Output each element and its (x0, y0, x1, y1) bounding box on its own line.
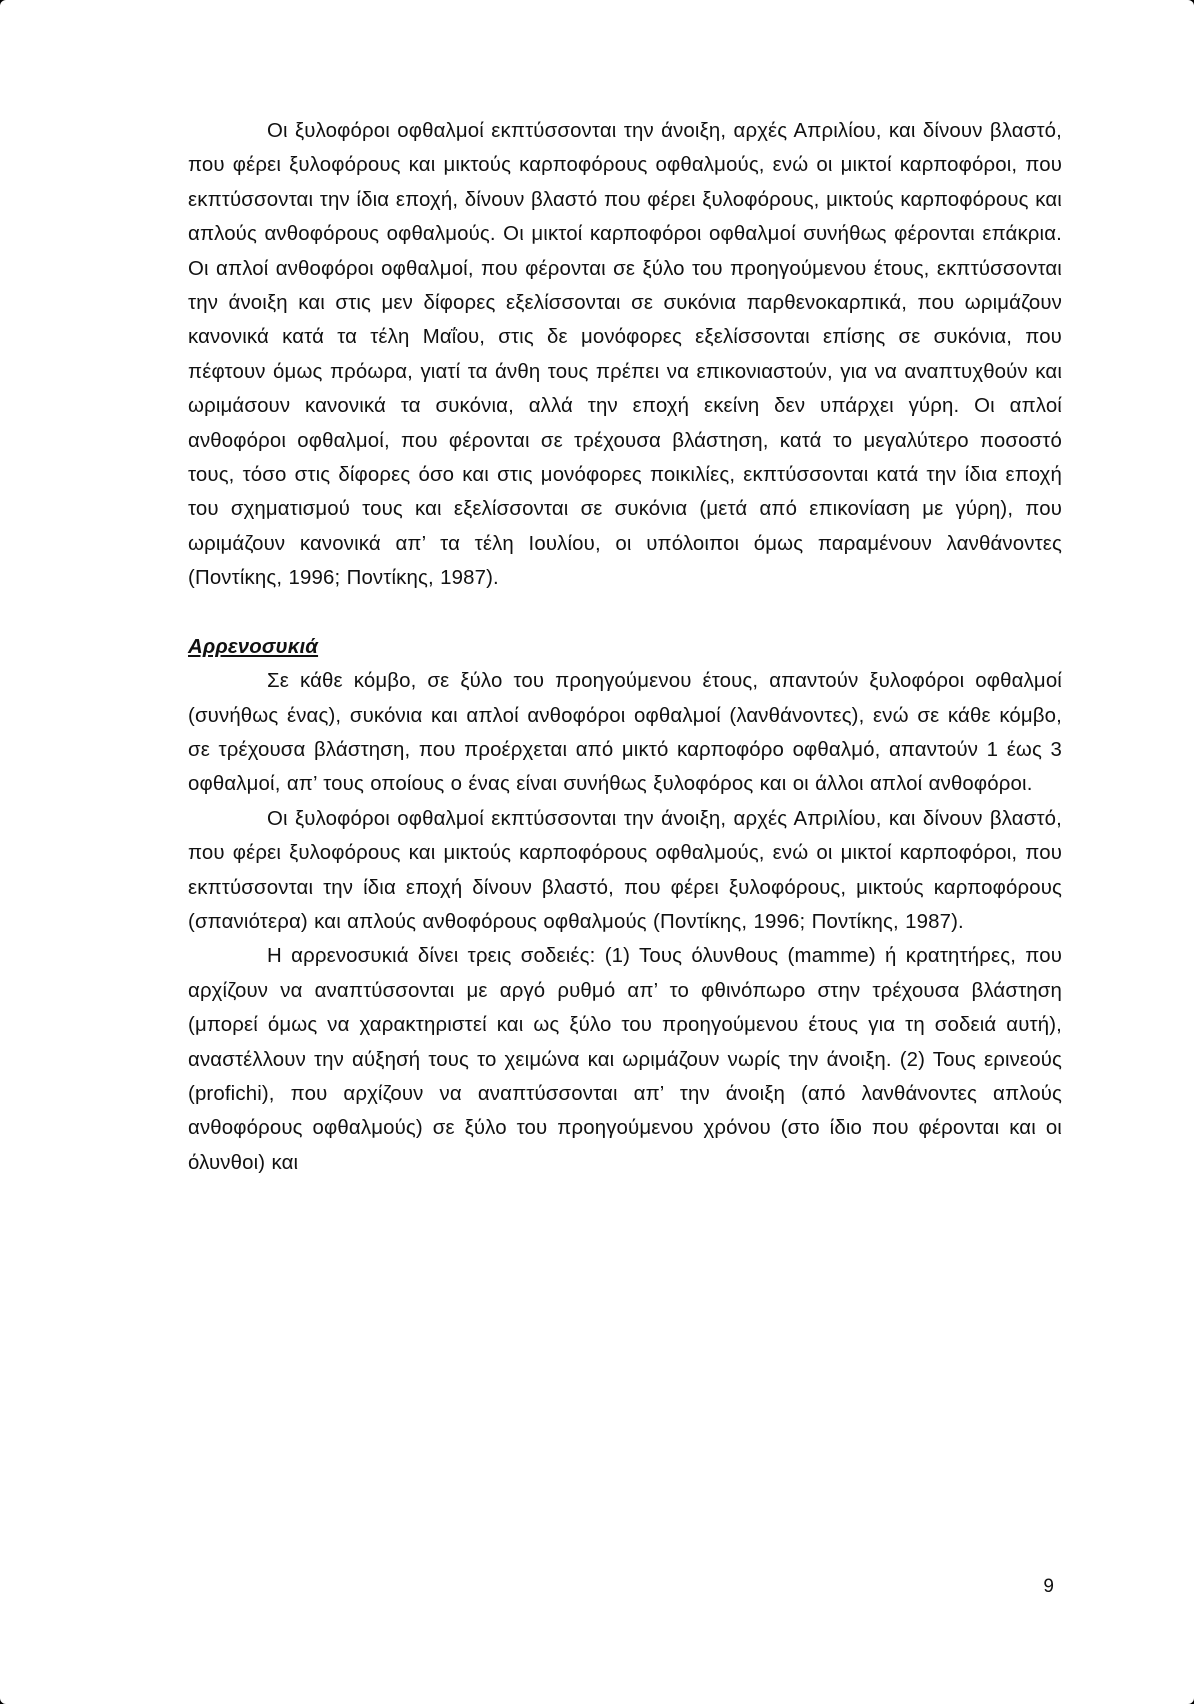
paragraph-4: Η αρρενοσυκιά δίνει τρεις σοδειές: (1) Τους όλυνθους (mamme) ή κρατητήρες, που αρχίζουν να αναπτύσσονται με αργό ρυθμό απ’ το φθινόπωρο στην τρέχουσα βλάστηση (μπορεί όμως να χαρακτηριστεί και ως ξύλο του προηγούμενου έτους για τη σοδειά αυτή), αναστέλλουν την αύξησή τους το χειμώνα και ωριμάζουν νωρίς την άνοιξη. (2) Τους ερινεούς (profichi), που αρχίζουν να αναπτύσσονται απ’ την άνοιξη (από λανθάνοντες απλούς ανθοφόρους οφθαλμούς) σε ξύλο του προηγούμενου χρόνου (στο ίδιο που φέρονται και οι όλυνθοι) και (188, 945, 1062, 1174)
page-number: 9 (1043, 1576, 1054, 1597)
section-heading: Αρρενοσυκιά (188, 635, 319, 658)
paragraph-3: Οι ξυλοφόροι οφθαλμοί εκπτύσσονται την άνοιξη, αρχές Απριλίου, και δίνουν βλαστό, που φέρει ξυλοφόρους και μικτούς καρποφόρους οφθαλμούς, ενώ οι μικτοί καρποφόροι, που εκπτύσσονται την ίδια εποχή δίνουν βλαστό, που φέρει ξυλοφόρους, μικτούς καρποφόρους (σπανιότερα) και απλούς ανθοφόρους οφθαλμούς (Ποντίκης, 1996; Ποντίκης, 1987). (188, 807, 1062, 933)
body-text (188, 114, 1062, 1180)
paragraph-1: Οι ξυλοφόροι οφθαλμοί εκπτύσσονται την άνοιξη, αρχές Απριλίου, και δίνουν βλαστό, που φέρει ξυλοφόρους και μικτούς καρποφόρους οφθαλμούς, ενώ οι μικτοί καρποφόροι, που εκπτύσσονται την ίδια εποχή, δίνουν βλαστό που φέρει ξυλοφόρους, μικτούς καρποφόρους και απλούς ανθοφόρους οφθαλμούς. Οι μικτοί καρποφόροι οφθαλμοί συνήθως φέρονται επάκρια. Οι απλοί ανθοφόροι οφθαλμοί, που φέρονται σε ξύλο του προηγούμενου έτους, εκπτύσσονται την άνοιξη και στις μεν δίφορες εξελίσσονται σε συκόνια παρθενοκαρπικά, που ωριμάζουν κανονικά κατά τα τέλη Μαΐου, στις δε μονόφορες εξελίσσονται επίσης σε συκόνια, που πέφτουν όμως πρόωρα, γιατί τα άνθη τους πρέπει να επικονιαστούν, για να αναπτυχθούν και ωριμάσουν κανονικά τα συκόνια, αλλά την εποχή εκείνη δεν υπάρχει γύρη. Οι απλοί ανθοφόροι οφθαλμοί, που φέρονται σε τρέχουσα βλάστηση, κατά το μεγαλύτερο ποσοστό τους, τόσο στις δίφορες όσο και στις μονόφορες ποικιλίες, εκπτύσσονται κατά την ίδια εποχή του σχηματισμού τους και εξελίσσονται σε συκόνια (μετά από επικονίαση με γύρη), που ωριμάζουν κανονικά απ’ τα τέλη Ιουλίου, οι υπόλοιποι όμως παραμένουν λανθάνοντες (Ποντίκης, 1996; Ποντίκης, 1987). (188, 120, 1062, 590)
paragraph-2: Σε κάθε κόμβο, σε ξύλο του προηγούμενου έτους, απαντούν ξυλοφόροι οφθαλμοί (συνήθως ένας), συκόνια και απλοί ανθοφόροι οφθαλμοί (λανθάνοντες), ενώ σε κάθε κόμβο, σε τρέχουσα βλάστηση, που προέρχεται από μικτό καρποφόρο οφθαλμό, απαντούν 1 έως 3 οφθαλμοί, απ’ τους οποίους ο ένας είναι συνήθως ξυλοφόρος και οι άλλοι απλοί ανθοφόροι. (188, 670, 1062, 796)
